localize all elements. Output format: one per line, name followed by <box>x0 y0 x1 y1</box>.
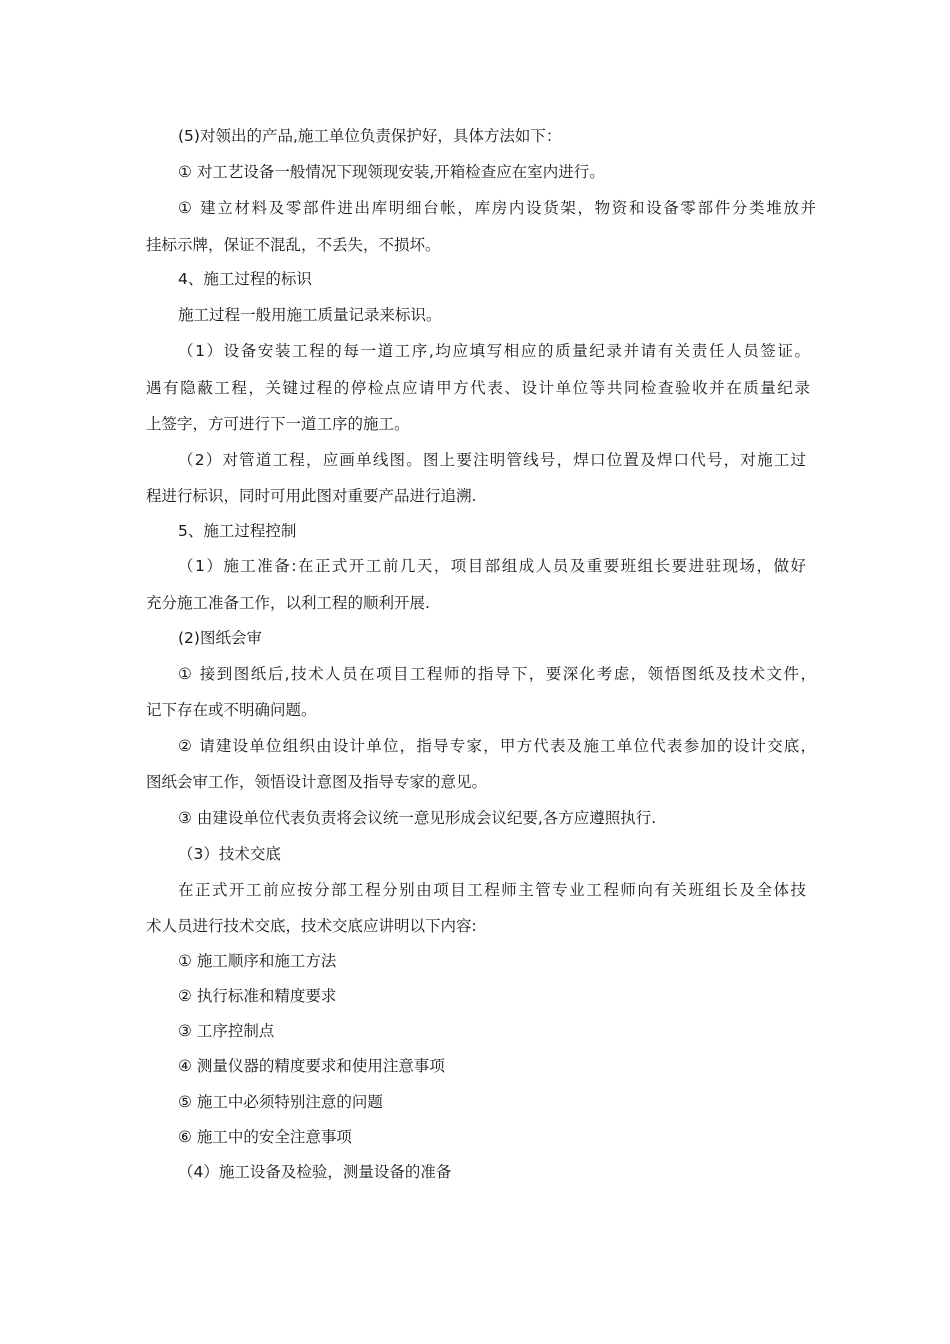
text-line: 挂标示牌，保证不混乱，不丢失，不损坏。 <box>146 236 441 254</box>
list-item: ④ 测量仪器的精度要求和使用注意事项 <box>178 1057 445 1075</box>
list-item: ② 执行标准和精度要求 <box>178 987 337 1005</box>
text-line: 上签字，方可进行下一道工序的施工。 <box>146 415 410 433</box>
text-line: 图纸会审工作，领悟设计意图及指导专家的意见。 <box>146 773 488 791</box>
subsection-heading: (2)图纸会审 <box>178 629 262 647</box>
text-line: ① 接到图纸后,技术人员在项目工程师的指导下，要深化考虑，领悟图纸及技术文件， <box>178 665 816 683</box>
text-line: ① 对工艺设备一般情况下现领现安装,开箱检查应在室内进行。 <box>178 163 605 181</box>
text-line: 术人员进行技术交底，技术交底应讲明以下内容: <box>146 917 477 935</box>
text-line: 施工过程一般用施工质量记录来标识。 <box>178 306 442 324</box>
list-item: ⑥ 施工中的安全注意事项 <box>178 1128 352 1146</box>
text-line: 充分施工准备工作，以利工程的顺利开展. <box>146 594 430 612</box>
subsection-heading: （4）施工设备及检验，测量设备的准备 <box>178 1163 452 1181</box>
text-line: （1）施工准备:在正式开工前几天，项目部组成人员及重要班组长要进驻现场，做好 <box>178 557 806 575</box>
subsection-heading: （3）技术交底 <box>178 845 281 863</box>
text-line: 在正式开工前应按分部工程分别由项目工程师主管专业工程师向有关班组长及全体技 <box>178 881 806 899</box>
list-item: ③ 工序控制点 <box>178 1022 275 1040</box>
text-line: ① 建立材料及零部件进出库明细台帐，库房内设货架，物资和设备零部件分类堆放并 <box>178 199 816 217</box>
text-line: ③ 由建设单位代表负责将会议统一意见形成会议纪要,各方应遵照执行. <box>178 809 657 827</box>
text-line: （1）设备安装工程的每一道工序,均应填写相应的质量纪录并请有关责任人员签证。 <box>178 342 810 360</box>
list-item: ⑤ 施工中必须特别注意的问题 <box>178 1093 383 1111</box>
section-heading: 4、施工过程的标识 <box>178 270 312 288</box>
section-heading: 5、施工过程控制 <box>178 522 297 540</box>
text-line: 记下存在或不明确问题。 <box>146 701 317 719</box>
text-line: (5)对领出的产品,施工单位负责保护好，具体方法如下： <box>178 127 562 145</box>
text-line: 遇有隐蔽工程，关键过程的停检点应请甲方代表、设计单位等共同检查验收并在质量纪录 <box>146 379 810 397</box>
text-line: ② 请建设单位组织由设计单位，指导专家，甲方代表及施工单位代表参加的设计交底， <box>178 737 816 755</box>
list-item: ① 施工顺序和施工方法 <box>178 952 337 970</box>
text-line: 程进行标识，同时可用此图对重要产品进行追溯. <box>146 487 477 505</box>
text-line: （2）对管道工程，应画单线图。图上要注明管线号，焊口位置及焊口代号，对施工过 <box>178 451 806 469</box>
